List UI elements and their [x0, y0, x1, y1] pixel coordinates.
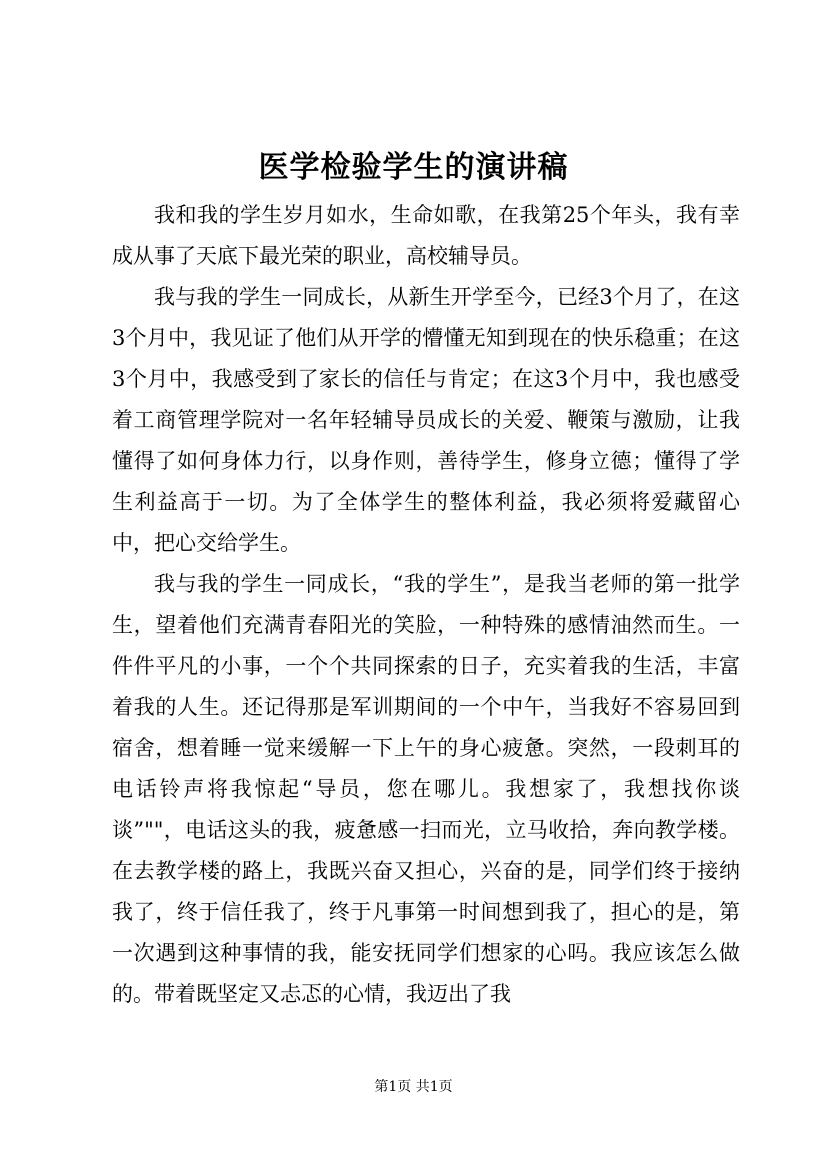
paragraph-2: 我与我的学生一同成长，从新生开学至今，已经3个月了，在这3个月中，我见证了他们从开学的懵懂无知到现在的快乐稳重；在这3个月中，我感受到了家长的信任与肯定；在这3个月中，我也感受着工商管理学院对一名年轻辅导员成长的关爱、鞭策与激励，让我懂得了如何身体力行，以身作则，善待学生，修身立德；懂得了学生利益高于一切。为了全体学生的整体利益，我必须将爱藏留心中，把心交给学生。: [112, 285, 740, 555]
page-title: 医学检验学生的演讲稿: [258, 150, 569, 185]
paragraph-3: 我与我的学生一同成长，“我的学生”，是我当老师的第一批学生，望着他们充满青春阳光的笑脸，一种特殊的感情油然而生。一件件平凡的小事，一个个共同探索的日子，充实着我的生活，丰富着我的人生。还记得那是军训期间的一个中午，当我好不容易回到宿舍，想着睡一觉来缓解一下上午的身心疲惫。突然，一段刺耳的电话铃声将我惊起“导员，您在哪儿。我想家了，我想找你谈谈”""，电话这头的我，疲惫感一扫而光，立马收拾，奔向教学楼。在去教学楼的路上，我既兴奋又担心，兴奋的是，同学们终于接纳我了，终于信任我了，终于凡事第一时间想到我了，担心的是，第一次遇到这种事情的我，能安抚同学们想家的心吗。我应该怎么做的。带着既坚定又忐忑的心情，我迈出了我: [112, 572, 740, 1006]
document-body: [112, 195, 740, 1015]
page-number-footer: 第1页 共1页: [374, 1079, 453, 1095]
paragraph-1: 我和我的学生岁月如水，生命如歌，在我第25个年头，我有幸成从事了天底下最光荣的职业，高校辅导员。: [112, 203, 740, 268]
